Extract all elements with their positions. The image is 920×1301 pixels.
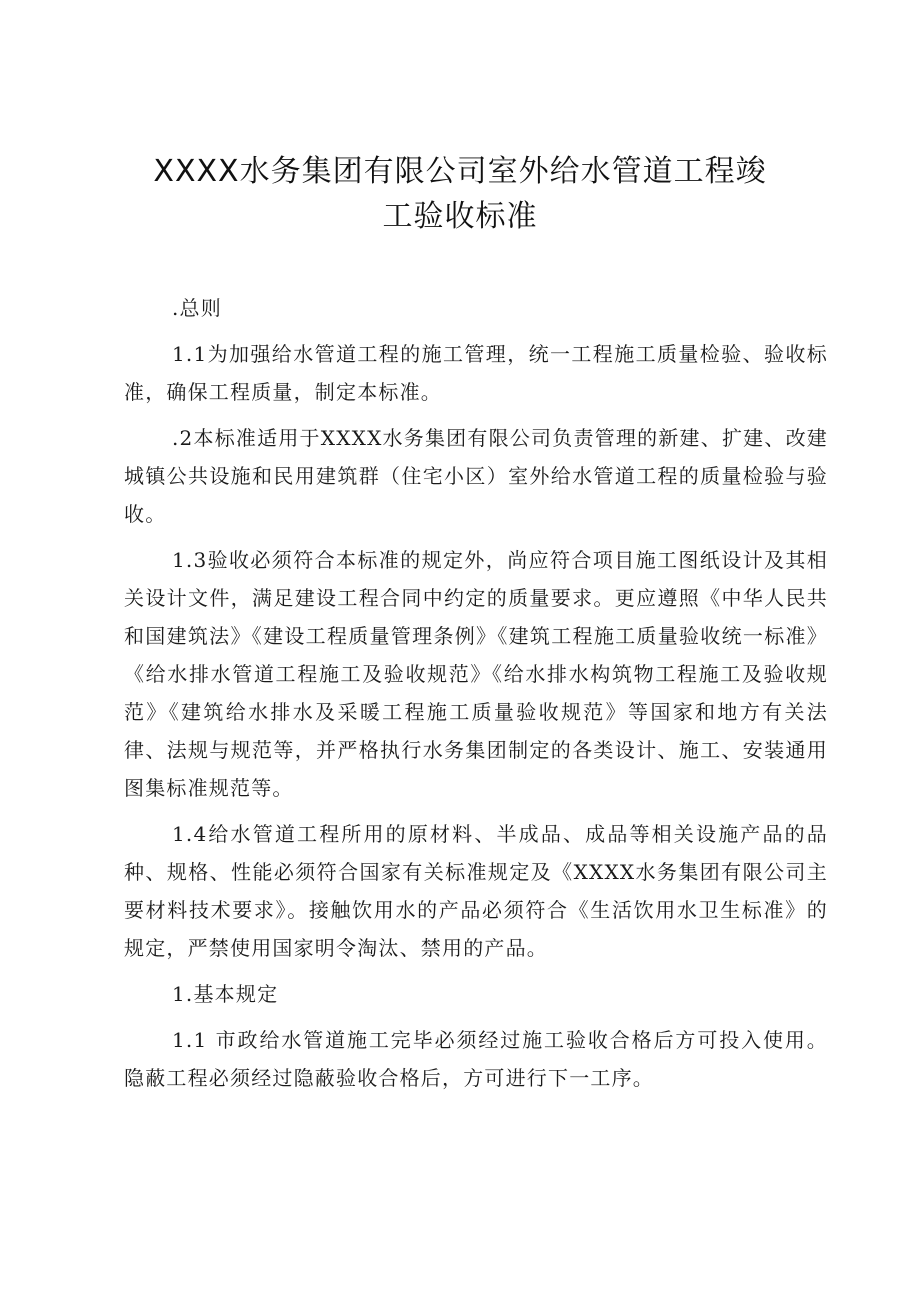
document-body xyxy=(124,289,828,1105)
paragraph-basic-1-1: 1.1 市政给水管道施工完毕必须经过施工验收合格后方可投入使用。隐蔽工程必须经过隐蔽验收合格后，方可进行下一工序。 xyxy=(124,1028,828,1090)
document-title-line-1: XXXX水务集团有限公司室外给水管道工程竣 xyxy=(153,154,767,189)
paragraph-1-1: 1.1为加强给水管道工程的施工管理，统一工程施工质量检验、验收标准，确保工程质量，制定本标准。 xyxy=(124,342,828,404)
paragraph-1-2: .2本标准适用于XXXX水务集团有限公司负责管理的新建、扩建、改建城镇公共设施和民用建筑群（住宅小区）室外给水管道工程的质量检验与验收。 xyxy=(124,426,828,526)
section-heading-basic-rules: 1.基本规定 xyxy=(172,982,279,1006)
section-heading-general: .总则 xyxy=(172,296,222,320)
document-title-line-2: 工验收标准 xyxy=(382,199,538,234)
paragraph-1-4: 1.4给水管道工程所用的原材料、半成品、成品等相关设施产品的品种、规格、性能必须符合国家有关标准规定及《XXXX水务集团有限公司主要材料技术要求》。接触饮用水的产品必须符合《生活饮用水卫生标准》的规定，严禁使用国家明令淘汰、禁用的产品。 xyxy=(124,822,828,960)
paragraph-1-3: 1.3验收必须符合本标准的规定外，尚应符合项目施工图纸设计及其相关设计文件，满足建设工程合同中约定的质量要求。更应遵照《中华人民共和国建筑法》《建设工程质量管理条例》《建筑工程施工质量验收统一标准》《给水排水管道工程施工及验收规范》《给水排水构筑物工程施工及验收规范》《建筑给水排水及采暖工程施工质量验收规范》等国家和地方有关法律、法规与规范等，并严格执行水务集团制定的各类设计、施工、安装通用图集标准规范等。 xyxy=(124,548,828,800)
